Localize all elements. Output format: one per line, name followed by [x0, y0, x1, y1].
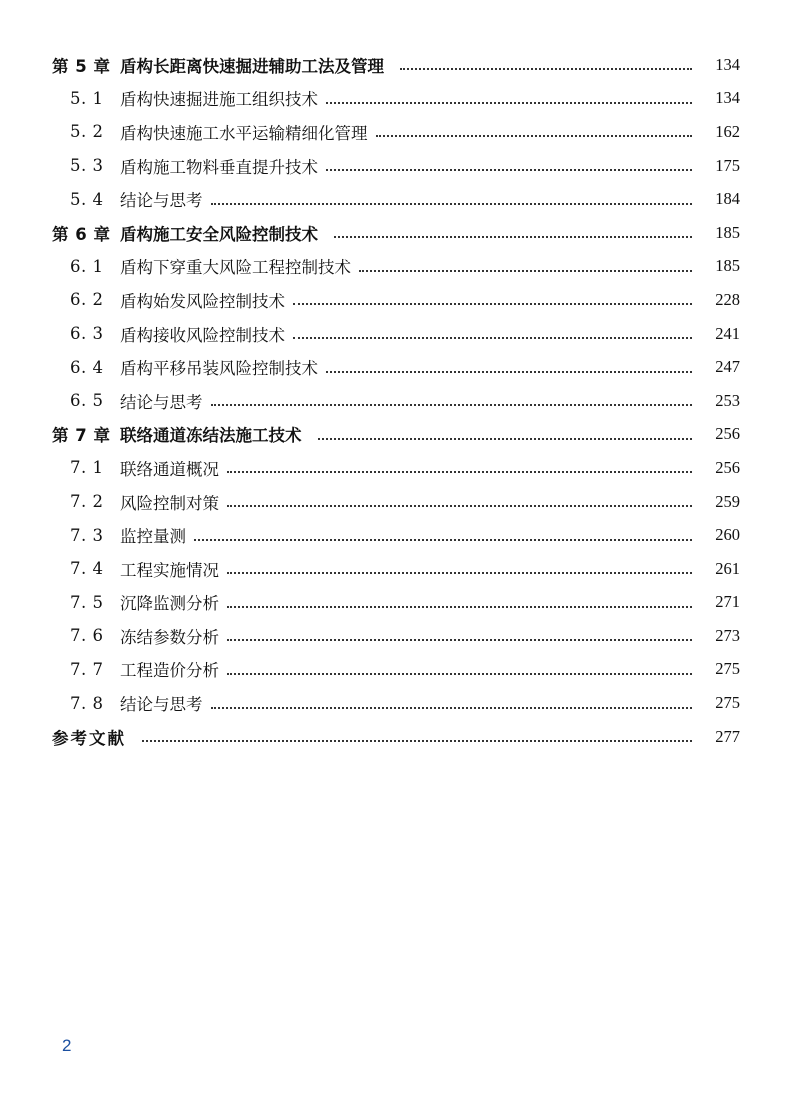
toc-title: 盾构平移吊装风险控制技术	[120, 359, 318, 379]
toc-title: 工程实施情况	[120, 560, 219, 580]
toc-title: 监控量测	[120, 527, 186, 547]
toc-title: 盾构长距离快速掘进辅助工法及管理	[120, 56, 384, 76]
toc-number: 5. 4	[70, 189, 104, 209]
toc-number: 第 6 章	[52, 224, 111, 244]
toc-section-row[interactable]	[0, 552, 790, 586]
toc-number: 6. 3	[70, 324, 104, 344]
toc-page: 175	[715, 155, 740, 175]
toc-section-row[interactable]	[0, 350, 790, 384]
toc-number: 第 7 章	[52, 426, 111, 446]
toc-section-row[interactable]	[0, 686, 790, 720]
toc-page: 256	[715, 457, 740, 477]
toc-section-row[interactable]	[0, 317, 790, 351]
toc-title: 结论与思考	[120, 191, 203, 211]
dot-leader	[211, 202, 693, 205]
toc-page: 271	[715, 592, 740, 612]
toc-page: 273	[715, 625, 740, 645]
toc-title: 结论与思考	[120, 392, 203, 412]
toc-section-row[interactable]	[0, 82, 790, 116]
toc-number: 7. 3	[70, 525, 104, 545]
toc-title: 盾构快速施工水平运输精细化管理	[120, 123, 368, 143]
toc-page: 256	[715, 424, 740, 444]
toc-section-row[interactable]	[0, 518, 790, 552]
toc-page: 277	[715, 726, 740, 746]
toc-number: 7. 2	[70, 492, 104, 512]
toc-number: 6. 1	[70, 256, 104, 276]
dot-leader	[227, 504, 692, 507]
dot-leader	[400, 67, 692, 70]
dot-leader	[194, 538, 692, 541]
toc-section-row[interactable]	[0, 485, 790, 519]
toc-section-row[interactable]	[0, 283, 790, 317]
toc-title: 工程造价分析	[120, 661, 219, 681]
toc-number: 7. 5	[70, 592, 104, 612]
toc-page: 162	[715, 121, 740, 141]
toc-page: 247	[715, 357, 740, 377]
dot-leader	[326, 370, 692, 373]
toc-section-row[interactable]	[0, 149, 790, 183]
toc-chapter-row[interactable]	[0, 216, 790, 250]
toc-section-row[interactable]	[0, 451, 790, 485]
toc-number: 7. 8	[70, 693, 104, 713]
toc-number: 7. 6	[70, 626, 104, 646]
table-of-contents	[0, 48, 790, 753]
toc-number: 5. 2	[70, 122, 104, 142]
toc-title: 盾构施工安全风险控制技术	[120, 224, 318, 244]
dot-leader	[318, 437, 693, 440]
toc-number: 7. 4	[70, 559, 104, 579]
toc-number: 5. 1	[70, 88, 104, 108]
toc-page: 134	[715, 88, 740, 108]
toc-page: 228	[715, 289, 740, 309]
dot-leader	[227, 672, 692, 675]
toc-number: 第 5 章	[52, 56, 111, 76]
toc-section-row[interactable]	[0, 182, 790, 216]
toc-section-row[interactable]	[0, 250, 790, 284]
dot-leader	[293, 336, 692, 339]
dot-leader	[326, 101, 692, 104]
toc-number: 6. 2	[70, 290, 104, 310]
toc-title: 风险控制对策	[120, 493, 219, 513]
dot-leader	[227, 571, 692, 574]
toc-title: 盾构始发风险控制技术	[120, 291, 285, 311]
toc-title: 盾构下穿重大风险工程控制技术	[120, 258, 351, 278]
toc-title: 联络通道冻结法施工技术	[120, 426, 302, 446]
toc-number: 7. 1	[70, 458, 104, 478]
toc-page: 275	[715, 659, 740, 679]
toc-references-row[interactable]	[0, 720, 790, 754]
toc-title: 结论与思考	[120, 695, 203, 715]
dot-leader	[211, 403, 693, 406]
dot-leader	[359, 269, 692, 272]
toc-chapter-row[interactable]	[0, 48, 790, 82]
toc-chapter-row[interactable]	[0, 418, 790, 452]
toc-section-row[interactable]	[0, 619, 790, 653]
toc-section-row[interactable]	[0, 653, 790, 687]
toc-page: 253	[715, 390, 740, 410]
toc-page: 275	[715, 693, 740, 713]
toc-page: 259	[715, 491, 740, 511]
toc-title: 盾构快速掘进施工组织技术	[120, 90, 318, 110]
page-number: 2	[62, 1036, 72, 1055]
dot-leader	[211, 706, 693, 709]
toc-page: 185	[715, 222, 740, 242]
toc-number: 6. 4	[70, 357, 104, 377]
toc-number: 7. 7	[70, 659, 104, 679]
toc-page: 260	[715, 525, 740, 545]
toc-number: 6. 5	[70, 391, 104, 411]
dot-leader	[227, 470, 692, 473]
toc-title: 联络通道概况	[120, 459, 219, 479]
dot-leader	[326, 168, 692, 171]
toc-page: 261	[715, 558, 740, 578]
toc-section-row[interactable]	[0, 586, 790, 620]
dot-leader	[376, 134, 693, 137]
toc-title: 冻结参数分析	[120, 627, 219, 647]
dot-leader	[227, 605, 692, 608]
dot-leader	[142, 739, 692, 742]
toc-title: 盾构施工物料垂直提升技术	[120, 157, 318, 177]
toc-page: 185	[715, 256, 740, 276]
toc-section-row[interactable]	[0, 384, 790, 418]
dot-leader	[293, 302, 692, 305]
toc-page: 241	[715, 323, 740, 343]
toc-title: 参考文献	[52, 728, 126, 748]
toc-page: 184	[715, 189, 740, 209]
dot-leader	[227, 638, 692, 641]
toc-title: 沉降监测分析	[120, 594, 219, 614]
toc-page: 134	[715, 54, 740, 74]
toc-title: 盾构接收风险控制技术	[120, 325, 285, 345]
dot-leader	[334, 235, 692, 238]
toc-number: 5. 3	[70, 156, 104, 176]
toc-section-row[interactable]	[0, 115, 790, 149]
